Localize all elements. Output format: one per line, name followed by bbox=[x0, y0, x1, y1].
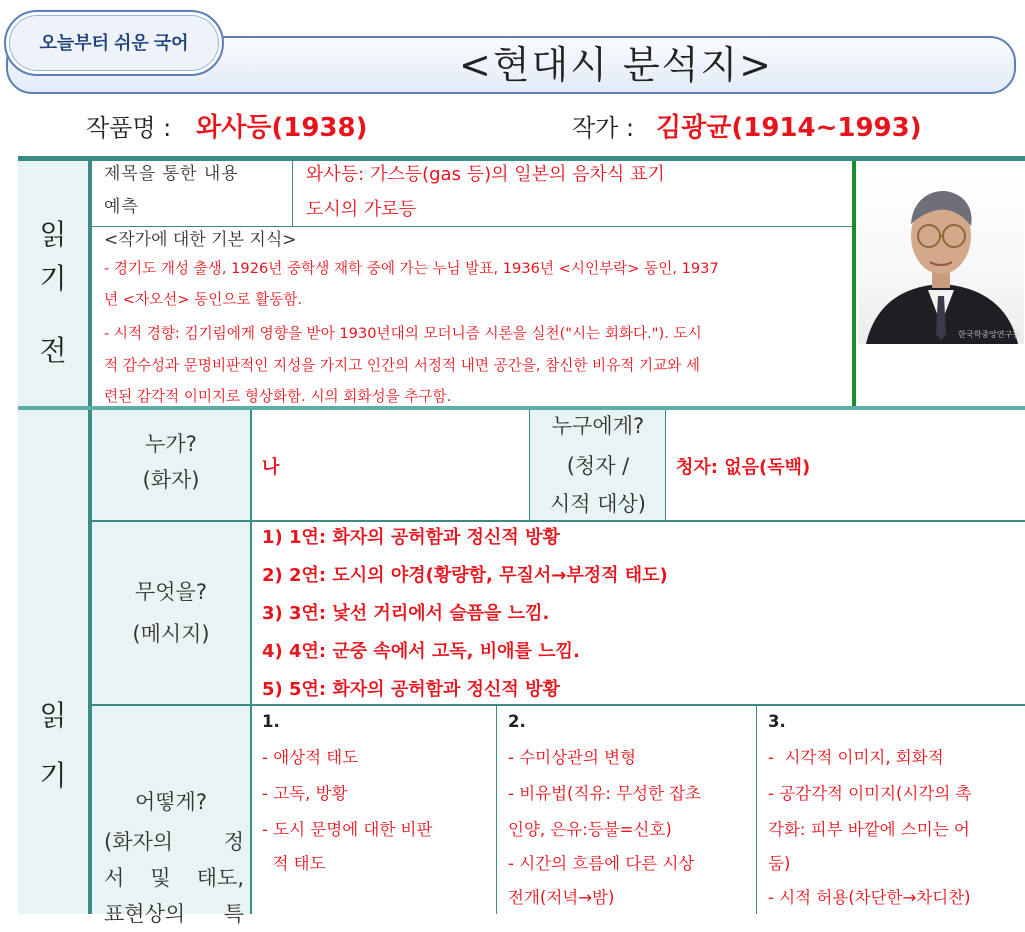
how-col2-num: 2. bbox=[508, 712, 526, 731]
predict-line-2: 도시의 가로등 bbox=[306, 199, 417, 220]
author-label: 작가 : bbox=[572, 114, 635, 142]
how-col1-number bbox=[262, 704, 280, 739]
predict-line-1: 와사등: 가스등(gas 등)의 일본의 음차식 표기 bbox=[306, 164, 665, 185]
to-whom-label-3: 시적 대상) bbox=[549, 492, 646, 516]
how-col3-line-2: - 공감각적 이미지(시각의 촉 bbox=[768, 784, 972, 803]
work-title-label: 작품명 : bbox=[86, 114, 172, 142]
how-divider-a bbox=[496, 706, 497, 914]
bio-line-2: 년 <자오선> 동인으로 활동함. bbox=[104, 291, 303, 308]
how-col2-line-4: - 시간의 흐름에 다른 시상 bbox=[508, 854, 695, 873]
what-label-2: (메시지) bbox=[132, 622, 210, 646]
what-item-2: 2) 2연: 도시의 야경(황량함, 무질서→부정적 태도) bbox=[262, 565, 668, 586]
how-divider-b bbox=[756, 706, 757, 914]
what-item-5: 5) 5연: 화자의 공허함과 정신적 방황 bbox=[262, 679, 560, 700]
predict-label-line1: 제목을 통한 내용 bbox=[104, 164, 239, 184]
question-col-divider bbox=[250, 410, 252, 914]
reading-section-label bbox=[18, 410, 88, 914]
reading-char-2: 기 bbox=[39, 759, 67, 792]
how-col1-num: 1. bbox=[262, 712, 280, 731]
work-info-row bbox=[0, 108, 1025, 148]
predict-col-divider bbox=[292, 161, 293, 227]
what-label-1: 무엇을? bbox=[134, 580, 207, 604]
how-label-1: 어떻게? bbox=[134, 790, 207, 814]
what-item-1: 1) 1연: 화자의 공허함과 정신적 방황 bbox=[262, 527, 560, 548]
how-col1-line-4: 적 태도 bbox=[262, 854, 326, 873]
pre-reading-char-1: 읽 bbox=[39, 218, 67, 251]
author-portrait-image bbox=[858, 174, 1024, 344]
what-item-4: 4) 4연: 군중 속에서 고독, 비애를 느낌. bbox=[262, 641, 580, 662]
how-col3-line-5: - 시적 허용(차단한→차디찬) bbox=[768, 888, 971, 907]
to-whom-label-1: 누구에게? bbox=[551, 414, 645, 438]
how-col2-line-5: 전개(저녁→밤) bbox=[508, 888, 615, 907]
pre-reading-section-label bbox=[18, 161, 88, 406]
how-col3-number bbox=[768, 704, 786, 739]
pre-reading-char-2: 기 bbox=[39, 262, 67, 295]
bio-line-1: - 경기도 개성 출생, 1926년 중학생 재학 중에 가는 누님 발표, 1936년 <시인부락> 동인, 1937 bbox=[104, 260, 719, 277]
page-title: <현대시 분석지> bbox=[458, 43, 773, 87]
pre-reading-char-3: 전 bbox=[39, 334, 67, 367]
analysis-sheet bbox=[18, 156, 1025, 926]
how-col3-line-1: - 시각적 이미지, 회화적 bbox=[768, 748, 944, 767]
how-col3-line-3: 각화: 피부 바깥에 스미는 어 bbox=[768, 820, 970, 839]
how-col2-line-1: - 수미상관의 변형 bbox=[508, 748, 637, 767]
how-col1-line-3: - 도시 문명에 대한 비판 bbox=[262, 820, 433, 839]
photo-divider bbox=[852, 161, 856, 406]
who-label-1: 누가? bbox=[145, 432, 197, 456]
how-label-2: (화자의 정 bbox=[104, 830, 244, 854]
how-col2-number bbox=[508, 704, 526, 739]
bio-line-3: - 시적 경향: 김기림에게 영향을 받아 1930년대의 모더니즘 시론을 실천("시는 회화다."). 도시 bbox=[104, 325, 702, 342]
how-col2-line-2: - 비유법(직유: 무성한 잡초 bbox=[508, 784, 702, 803]
reading-char-1: 읽 bbox=[39, 699, 67, 732]
brand-badge: 오늘부터 쉬운 국어 bbox=[4, 10, 224, 76]
work-title-value: 와사등(1938) bbox=[196, 113, 368, 143]
how-label-3: 서 및 태도, bbox=[104, 866, 244, 890]
what-item-3: 3) 3연: 낯선 거리에서 슬픔을 느낌. bbox=[262, 603, 550, 624]
how-col3-line-4: 둠) bbox=[768, 854, 791, 873]
who-label-2: (화자) bbox=[142, 468, 200, 492]
photo-caption: 한국학중앙연구원 bbox=[958, 330, 1020, 339]
how-col1-line-2: - 고독, 방황 bbox=[262, 784, 348, 803]
to-whom-label-2: (청자 / bbox=[566, 454, 630, 478]
author-value: 김광균(1914~1993) bbox=[656, 113, 922, 143]
bio-line-4: 적 감수성과 문명비판적인 지성을 가지고 인간의 서정적 내면 공간을, 참신한 비유적 기교와 세 bbox=[104, 357, 701, 374]
predict-label-line2: 예측 bbox=[104, 197, 139, 217]
how-col2-line-3: 인양, 은유:등불=신호) bbox=[508, 820, 672, 839]
bio-line-5: 련된 감각적 이미지로 형상화함. 시의 회화성을 추구함. bbox=[104, 388, 452, 405]
to-whom-answer: 청자: 없음(독백) bbox=[676, 457, 811, 478]
bio-heading: <작가에 대한 기본 지식> bbox=[104, 230, 297, 250]
how-col1-line-1: - 애상적 태도 bbox=[262, 748, 359, 767]
how-label-4: 표현상의 특 bbox=[104, 902, 244, 926]
author-portrait bbox=[858, 174, 1024, 344]
how-col3-num: 3. bbox=[768, 712, 786, 731]
who-answer: 나 bbox=[262, 457, 280, 478]
